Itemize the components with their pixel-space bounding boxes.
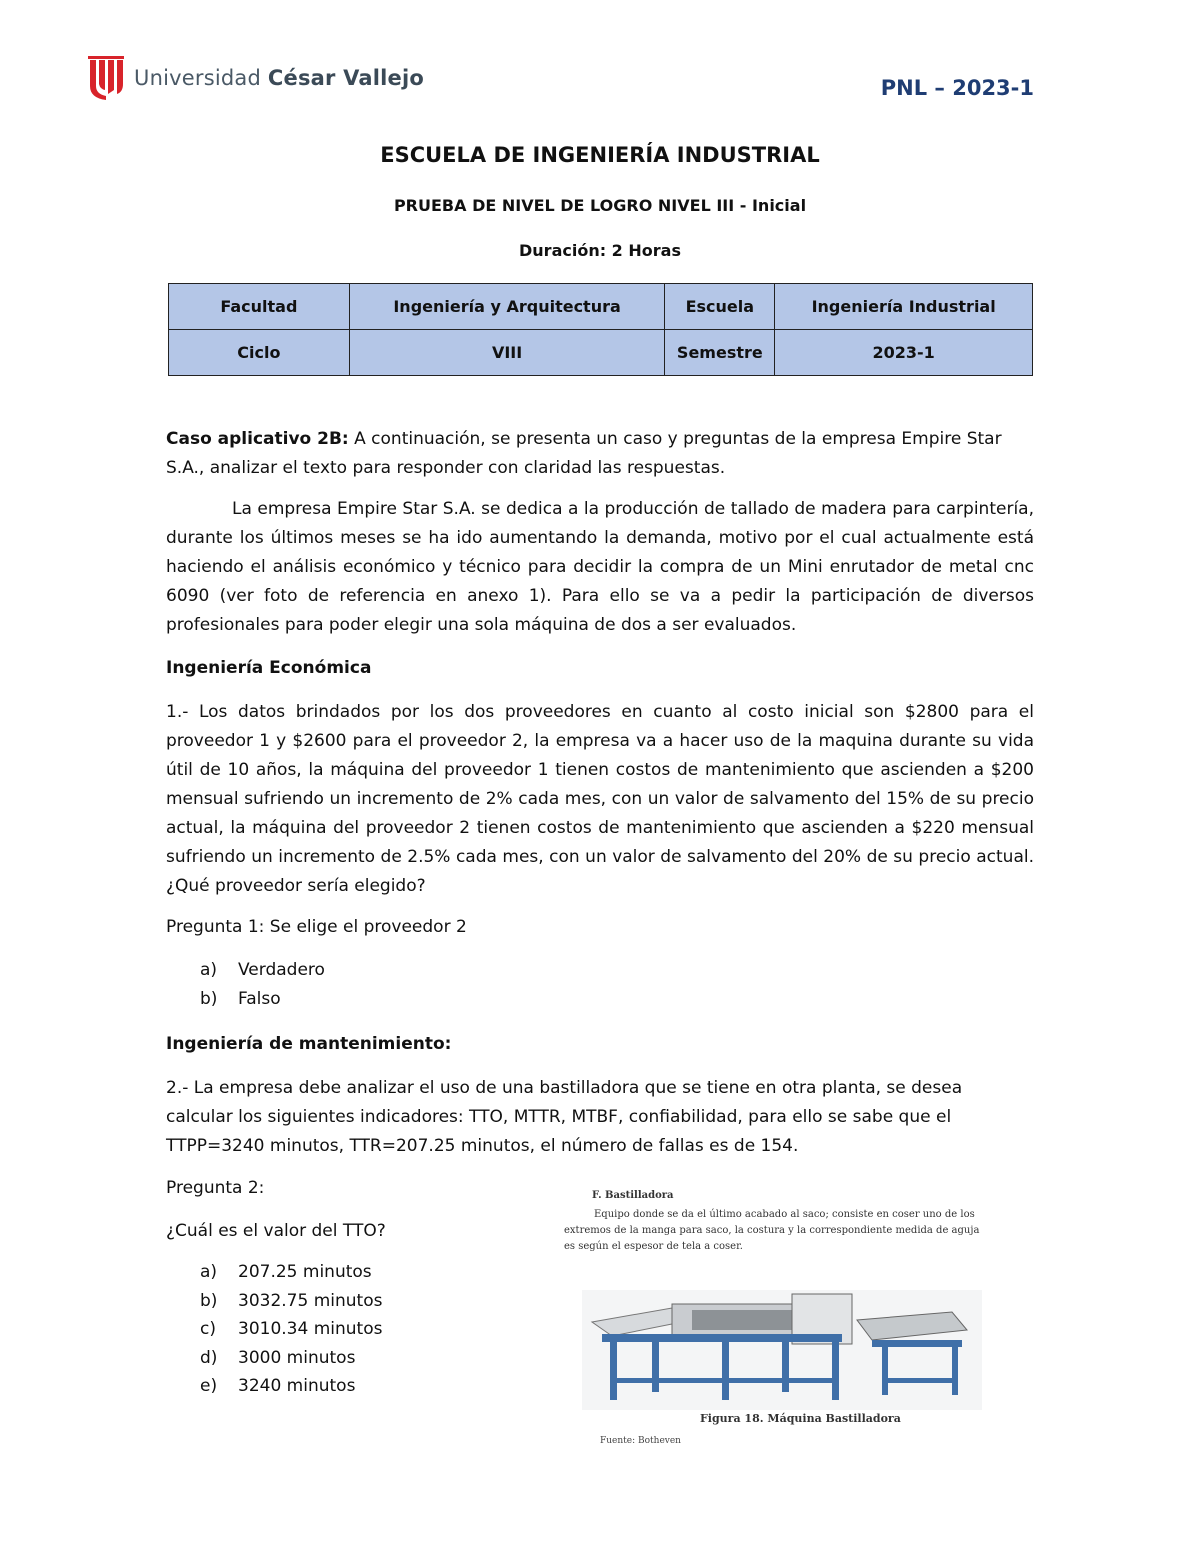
option-item[interactable]: a) 207.25 minutos — [200, 1262, 372, 1282]
machine-image — [582, 1290, 982, 1410]
question-2-text: 2.- La empresa debe analizar el uso de una bastilladora que se tiene en otra planta, se desea calcular los siguientes indicadores: TTO, MTTR, MTBF, confiabilidad, para ello se sabe que el TTPP=3240 minutos, TTR=207.25 minutos, el número de fallas es de 154. — [166, 1078, 963, 1156]
table-cell: VIII — [349, 330, 665, 376]
table-cell: Escuela — [665, 284, 775, 330]
section-heading-maintenance: Ingeniería de mantenimiento: — [166, 1034, 452, 1054]
option-list — [200, 1258, 382, 1401]
page-title: ESCUELA DE INGENIERÍA INDUSTRIAL — [380, 143, 820, 167]
case-intro: Caso aplicativo 2B: A continuación, se presenta un caso y preguntas de la empresa Empire Star S.A., analizar el texto para responder con claridad las respuestas. — [166, 429, 1002, 478]
table-cell: Facultad — [169, 284, 350, 330]
option-item[interactable]: e) 3240 minutos — [200, 1376, 356, 1396]
question-1-statement: Pregunta 1: Se elige el proveedor 2 — [166, 917, 467, 937]
question-2-statement: ¿Cuál es el valor del TTO? — [166, 1221, 386, 1241]
machine-figure — [560, 1190, 990, 1452]
option-item[interactable]: d) 3000 minutos — [200, 1347, 356, 1368]
table-row — [169, 330, 1033, 376]
logo-text: Universidad César Vallejo — [134, 66, 425, 90]
table-cell: 2023-1 — [775, 330, 1033, 376]
table-cell: Ciclo — [169, 330, 350, 376]
table-cell: Semestre — [665, 330, 775, 376]
figure-source: Fuente: Botheven — [600, 1436, 681, 1446]
exam-duration: Duración: 2 Horas — [519, 241, 681, 260]
university-logo — [88, 56, 424, 100]
figure-description: Equipo donde se da el último acabado al saco; consiste en coser uno de los extremos de la manga para saco, la costura y la correspondiente medida de aguja es según el espesor de tela a coser. — [564, 1209, 980, 1252]
option-list — [200, 956, 325, 1013]
exam-subtitle: PRUEBA DE NIVEL DE LOGRO NIVEL III - Inicial — [393, 196, 807, 215]
case-paragraph: La empresa Empire Star S.A. se dedica a la producción de tallado de madera para carpintería, durante los últimos meses se ha ido aumentando la demanda, motivo por el cual actualmente está haciendo el análisis económico y técnico para decidir la compra de un Mini enrutador de metal cnc 6090 (ver foto de referencia en anexo 1). Para ello se va a pedir la participación de diversos profesionales para poder elegir una sola máquina de dos a ser evaluados. — [166, 499, 1034, 635]
document-code: PNL – 2023-1 — [880, 76, 1034, 100]
figure-header: F. Bastilladora Equipo donde se da el último acabado al saco; consiste en coser uno de los extremos de la manga para saco, la costura y la correspondiente medida de aguja es según el espesor de tela a coser. — [560, 1190, 990, 1255]
table-row — [169, 284, 1033, 330]
option-item[interactable]: c) 3010.34 minutos — [200, 1319, 383, 1339]
ucv-logo-icon — [88, 56, 124, 100]
info-table — [168, 283, 1033, 376]
table-cell: Ingeniería Industrial — [775, 284, 1033, 330]
section-heading-economics: Ingeniería Económica — [166, 658, 372, 678]
option-item[interactable]: b) 3032.75 minutos — [200, 1290, 383, 1311]
figure-caption: Figura 18. Máquina Bastilladora — [700, 1412, 901, 1425]
question-2-label: Pregunta 2: — [166, 1178, 265, 1198]
question-1-text: 1.- Los datos brindados por los dos proveedores en cuanto al costo inicial son $2800 para el proveedor 1 y $2600 para el proveedor 2, la empresa va a hacer uso de la maquina durante su vida útil de 10 años, la máquina del proveedor 1 tienen costos de mantenimiento que ascienden a $200 mensual sufriendo un incremento de 2% cada mes, con un valor de salvamento del 15% de su precio actual, la máquina del proveedor 2 tienen costos de mantenimiento que ascienden a $220 mensual sufriendo un incremento de 2.5% cada mes, con un valor de salvamento del 20% de su precio actual. ¿Qué proveedor sería elegido? — [166, 702, 1034, 896]
table-cell: Ingeniería y Arquitectura — [349, 284, 665, 330]
option-item[interactable]: a) Verdadero — [200, 960, 325, 980]
option-item[interactable]: b) Falso — [200, 988, 281, 1009]
